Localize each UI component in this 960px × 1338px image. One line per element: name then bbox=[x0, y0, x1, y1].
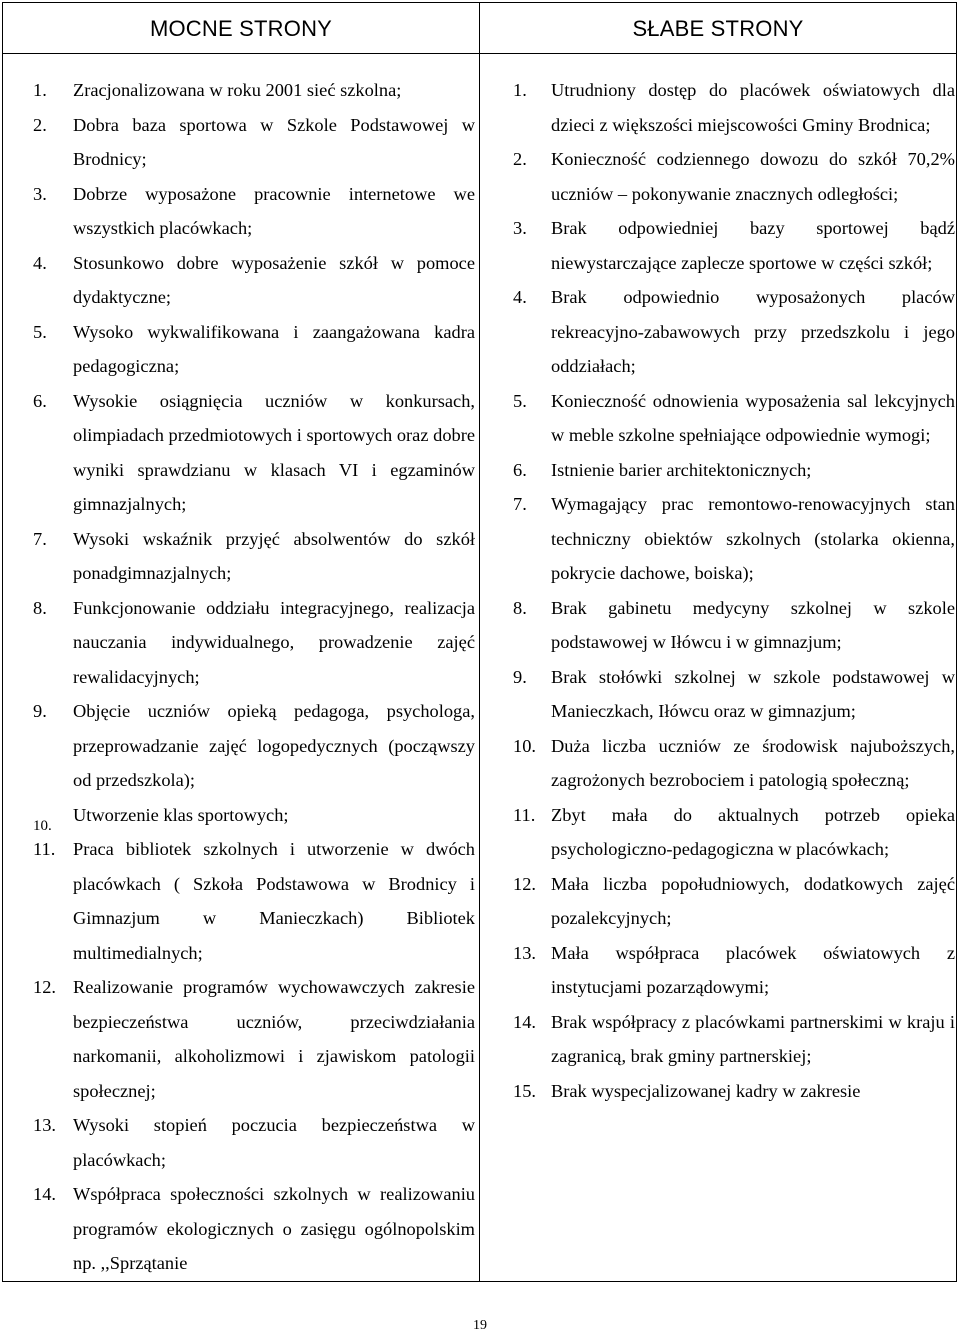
weakness-item bbox=[513, 798, 955, 867]
weakness-item bbox=[513, 142, 955, 211]
weakness-item bbox=[513, 384, 955, 453]
item-text: Zracjonalizowana w roku 2001 sieć szkolna; bbox=[73, 80, 402, 100]
item-text: Dobrze wyposażone pracownie internetowe we wszystkich placówkach; bbox=[73, 183, 475, 238]
item-text: Konieczność codziennego dowozu do szkół 70,2% uczniów – pokonywanie znacznych odległości; bbox=[551, 149, 955, 204]
strength-item bbox=[33, 1108, 475, 1177]
item-text: Mała liczba popołudniowych, dodatkowych zajęć pozalekcyjnych; bbox=[551, 873, 955, 928]
item-number: 9. bbox=[513, 666, 527, 687]
item-text: Brak stołówki szkolnej w szkole podstawowej w Manieczkach, Iłówcu oraz w gimnazjum; bbox=[551, 666, 955, 721]
weakness-item bbox=[513, 487, 955, 591]
weakness-item bbox=[513, 1074, 955, 1109]
item-number: 2. bbox=[513, 149, 527, 169]
strength-item bbox=[33, 832, 475, 970]
weakness-item bbox=[513, 867, 955, 936]
item-number: 11. bbox=[33, 839, 56, 859]
item-number: 11. bbox=[513, 804, 536, 825]
item-number: 14. bbox=[513, 1011, 536, 1032]
item-text: Wysokie osiągnięcia uczniów w konkursach, olimpiadach przedmiotowych i sportowych oraz dobre wyniki sprawdzianu w klasach VI i egzaminów gimnazjalnych; bbox=[73, 390, 475, 514]
item-number: 8. bbox=[33, 597, 47, 618]
item-number: 13. bbox=[513, 942, 536, 963]
item-number: 7. bbox=[513, 494, 527, 514]
item-number: 2. bbox=[33, 114, 47, 135]
strength-item bbox=[33, 798, 475, 833]
item-text: Brak odpowiednio wyposażonych placów rekreacyjno-zabawowych przy przedszkolu i jego oddziałach; bbox=[551, 287, 955, 376]
item-text: Istnienie barier architektonicznych; bbox=[551, 459, 812, 480]
item-text: Wysoki stopień poczucia bezpieczeństwa w placówkach; bbox=[73, 1115, 475, 1170]
header-divider bbox=[3, 53, 956, 54]
item-text: Mała współpraca placówek oświatowych z instytucjami pozarządowymi; bbox=[551, 942, 955, 997]
item-text: Duża liczba uczniów ze środowisk najuboższych, zagrożonych bezrobociem i patologią społeczną; bbox=[551, 735, 955, 790]
item-text: Brak wyspecjalizowanej kadry w zakresie bbox=[551, 1080, 861, 1101]
item-number: 4. bbox=[513, 287, 527, 307]
weakness-item bbox=[513, 591, 955, 660]
weaknesses-list bbox=[513, 73, 955, 1108]
item-number: 12. bbox=[33, 977, 56, 997]
item-number: 7. bbox=[33, 528, 47, 549]
item-text: Brak współpracy z placówkami partnerskimi w kraju i zagranicą, brak gminy partnerskiej; bbox=[551, 1011, 955, 1066]
item-number: 12. bbox=[513, 873, 536, 894]
strength-item bbox=[33, 384, 475, 522]
item-text: Utworzenie klas sportowych; bbox=[73, 804, 289, 825]
item-number: 5. bbox=[33, 321, 47, 342]
weaknesses-header: SŁABE STRONY bbox=[632, 16, 804, 41]
item-text: Realizowanie programów wychowawczych zakresie bezpieczeństwa uczniów, przeciwdziałania narkomanii, alkoholizmowi i zjawiskom patologii społecznej; bbox=[73, 977, 475, 1101]
item-number: 4. bbox=[33, 252, 47, 273]
item-number: 3. bbox=[513, 218, 527, 238]
item-text: Praca bibliotek szkolnych i utworzenie w dwóch placówkach ( Szkoła Podstawowa w Brodnicy i Gimnazjum w Manieczkach) Bibliotek multimedialnych; bbox=[73, 839, 475, 963]
strength-item bbox=[33, 970, 475, 1108]
strengths-header: MOCNE STRONY bbox=[149, 16, 333, 41]
item-text: Brak gabinetu medycyny szkolnej w szkole podstawowej w Iłówcu i w gimnazjum; bbox=[551, 597, 955, 652]
item-number: 15. bbox=[513, 1080, 536, 1101]
item-number: 13. bbox=[33, 1115, 56, 1135]
strength-item bbox=[33, 246, 475, 315]
item-text: Wymagający prac remontowo-renowacyjnych stan techniczny obiektów szkolnych (stolarka okienna, pokrycie dachowe, boiska); bbox=[551, 494, 955, 583]
strength-item bbox=[33, 694, 475, 798]
weakness-item bbox=[513, 1005, 955, 1074]
weakness-item bbox=[513, 73, 955, 142]
swot-table bbox=[2, 2, 957, 1282]
item-text: Dobra baza sportowa w Szkole Podstawowej w Brodnicy; bbox=[73, 114, 475, 169]
strengths-list bbox=[33, 73, 475, 1281]
item-text: Wysoki wskaźnik przyjęć absolwentów do szkół ponadgimnazjalnych; bbox=[73, 528, 475, 583]
weakness-item bbox=[513, 453, 955, 488]
item-number: 1. bbox=[513, 80, 527, 100]
item-number: 8. bbox=[513, 597, 527, 618]
item-text: Współpraca społeczności szkolnych w realizowaniu programów ekologicznych o zasięgu ogólnopolskim np. ,,Sprzątanie bbox=[73, 1184, 475, 1273]
column-divider bbox=[479, 3, 480, 1281]
item-number: 10. bbox=[513, 735, 536, 756]
item-number: 9. bbox=[33, 701, 47, 721]
item-number: 1. bbox=[33, 80, 47, 100]
item-number: 14. bbox=[33, 1184, 56, 1204]
weakness-item bbox=[513, 936, 955, 1005]
weakness-item bbox=[513, 660, 955, 729]
item-number: 6. bbox=[33, 390, 47, 411]
item-text: Wysoko wykwalifikowana i zaangażowana kadra pedagogiczna; bbox=[73, 321, 475, 376]
strength-item bbox=[33, 177, 475, 246]
item-number: 3. bbox=[33, 183, 47, 204]
page-number: 19 bbox=[473, 1318, 487, 1333]
item-text: Brak odpowiedniej bazy sportowej bądź niewystarczające zaplecze sportowe w części szkół; bbox=[551, 218, 955, 273]
weakness-item bbox=[513, 729, 955, 798]
item-number: 6. bbox=[513, 459, 527, 480]
item-number: 10. bbox=[33, 817, 52, 834]
item-text: Zbyt mała do aktualnych potrzeb opieka psychologiczno-pedagogiczna w placówkach; bbox=[551, 804, 955, 859]
strength-item bbox=[33, 315, 475, 384]
item-text: Funkcjonowanie oddziału integracyjnego, realizacja nauczania indywidualnego, prowadzenie zajęć rewalidacyjnych; bbox=[73, 597, 475, 687]
weakness-item bbox=[513, 211, 955, 280]
item-number: 5. bbox=[513, 390, 527, 411]
item-text: Stosunkowo dobre wyposażenie szkół w pomoce dydaktyczne; bbox=[73, 252, 475, 307]
strength-item bbox=[33, 108, 475, 177]
strength-item bbox=[33, 73, 475, 108]
weakness-item bbox=[513, 280, 955, 384]
item-text: Objęcie uczniów opieką pedagoga, psychologa, przeprowadzanie zajęć logopedycznych (począwszy od przedszkola); bbox=[73, 701, 475, 790]
item-text: Utrudniony dostęp do placówek oświatowych dla dzieci z większości miejscowości Gminy Brodnica; bbox=[551, 80, 955, 135]
strength-item bbox=[33, 1177, 475, 1281]
strength-item bbox=[33, 591, 475, 695]
item-text: Konieczność odnowienia wyposażenia sal lekcyjnych w meble szkolne spełniające odpowiednie wymogi; bbox=[551, 390, 955, 445]
strength-item bbox=[33, 522, 475, 591]
